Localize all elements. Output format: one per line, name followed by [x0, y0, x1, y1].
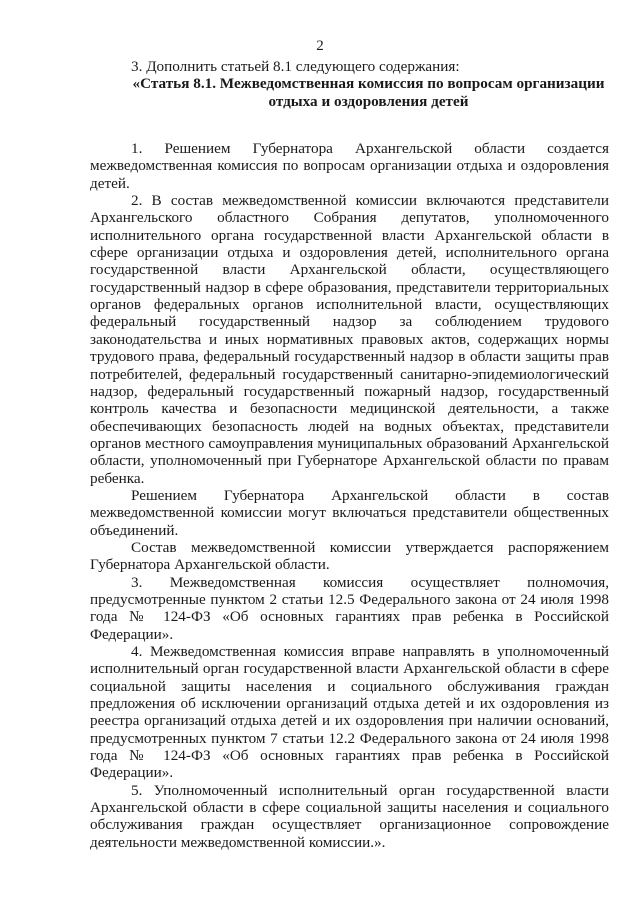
article-title: «Статья 8.1. Межведомственная комиссия по вопросам организации отдыха и оздоровления детей	[132, 75, 605, 110]
paragraph-2: 2. В состав межведомственной комиссии включаются представители Архангельского областного Собрания депутатов, уполномоченного исполнительного органа государственной власти Архангельской области в сфере организации отдыха и оздоровления детей, исполнительного органа государственной власти Архангельской области, осуществляющего государственный надзор в сфере образования, представители территориальных органов федеральных органов исполнительной власти, осуществляющих федеральный государственный надзор за соблюдением трудового законодательства и иных нормативных правовых актов, содержащих нормы трудового права, федеральный государственный надзор в области защиты прав потребителей, федеральный государственный санитарно-эпидемиологический надзор, федеральный государственный пожарный надзор, государственный контроль качества и безопасности медицинской деятельности, а также обеспечивающих безопасность людей на водных объектах, представители органов местного самоуправления муниципальных образований Архангельской области, уполномоченный при Губернаторе Архангельской области по правам ребенка.	[90, 192, 609, 487]
paragraph-6: 4. Межведомственная комиссия вправе направлять в уполномоченный исполнительный орган государственной власти Архангельской области в сфере социальной защиты населения и социального обслуживания граждан предложения об исключении организаций отдыха детей и их оздоровления из реестра организаций отдыха детей и их оздоровления при наличии оснований, предусмотренных пунктом 7 статьи 12.2 Федерального закона от 24 июля 1998 года № 124-ФЗ «Об основных гарантиях прав ребенка в Российской Федерации».	[90, 643, 609, 782]
page-number: 2	[316, 38, 324, 54]
title-spacer	[90, 110, 609, 140]
paragraph-1: 1. Решением Губернатора Архангельской области создается межведомственная комиссия по вопросам организации отдыха и оздоровления детей.	[90, 140, 609, 192]
paragraph-4: Состав межведомственной комиссии утверждается распоряжением Губернатора Архангельской области.	[90, 538, 609, 574]
paragraph-5: 3. Межведомственная комиссия осуществляет полномочия, предусмотренные пунктом 2 статьи 12.5 Федерального закона от 24 июля 1998 года № 124-ФЗ «Об основных гарантиях прав ребенка в Российской Федерации».	[90, 573, 609, 643]
paragraph-7: 5. Уполномоченный исполнительный орган государственной власти Архангельской области в сфере социальной защиты населения и социального обслуживания граждан осуществляет организационное сопровождение деятельности межведомственной комиссии.».	[90, 781, 609, 851]
document-body	[90, 58, 609, 851]
paragraph-3: Решением Губернатора Архангельской области в состав межведомственной комиссии могут включаться представители общественных объединений.	[90, 486, 609, 539]
amendment-intro: 3. Дополнить статьей 8.1 следующего содержания:	[131, 58, 460, 75]
